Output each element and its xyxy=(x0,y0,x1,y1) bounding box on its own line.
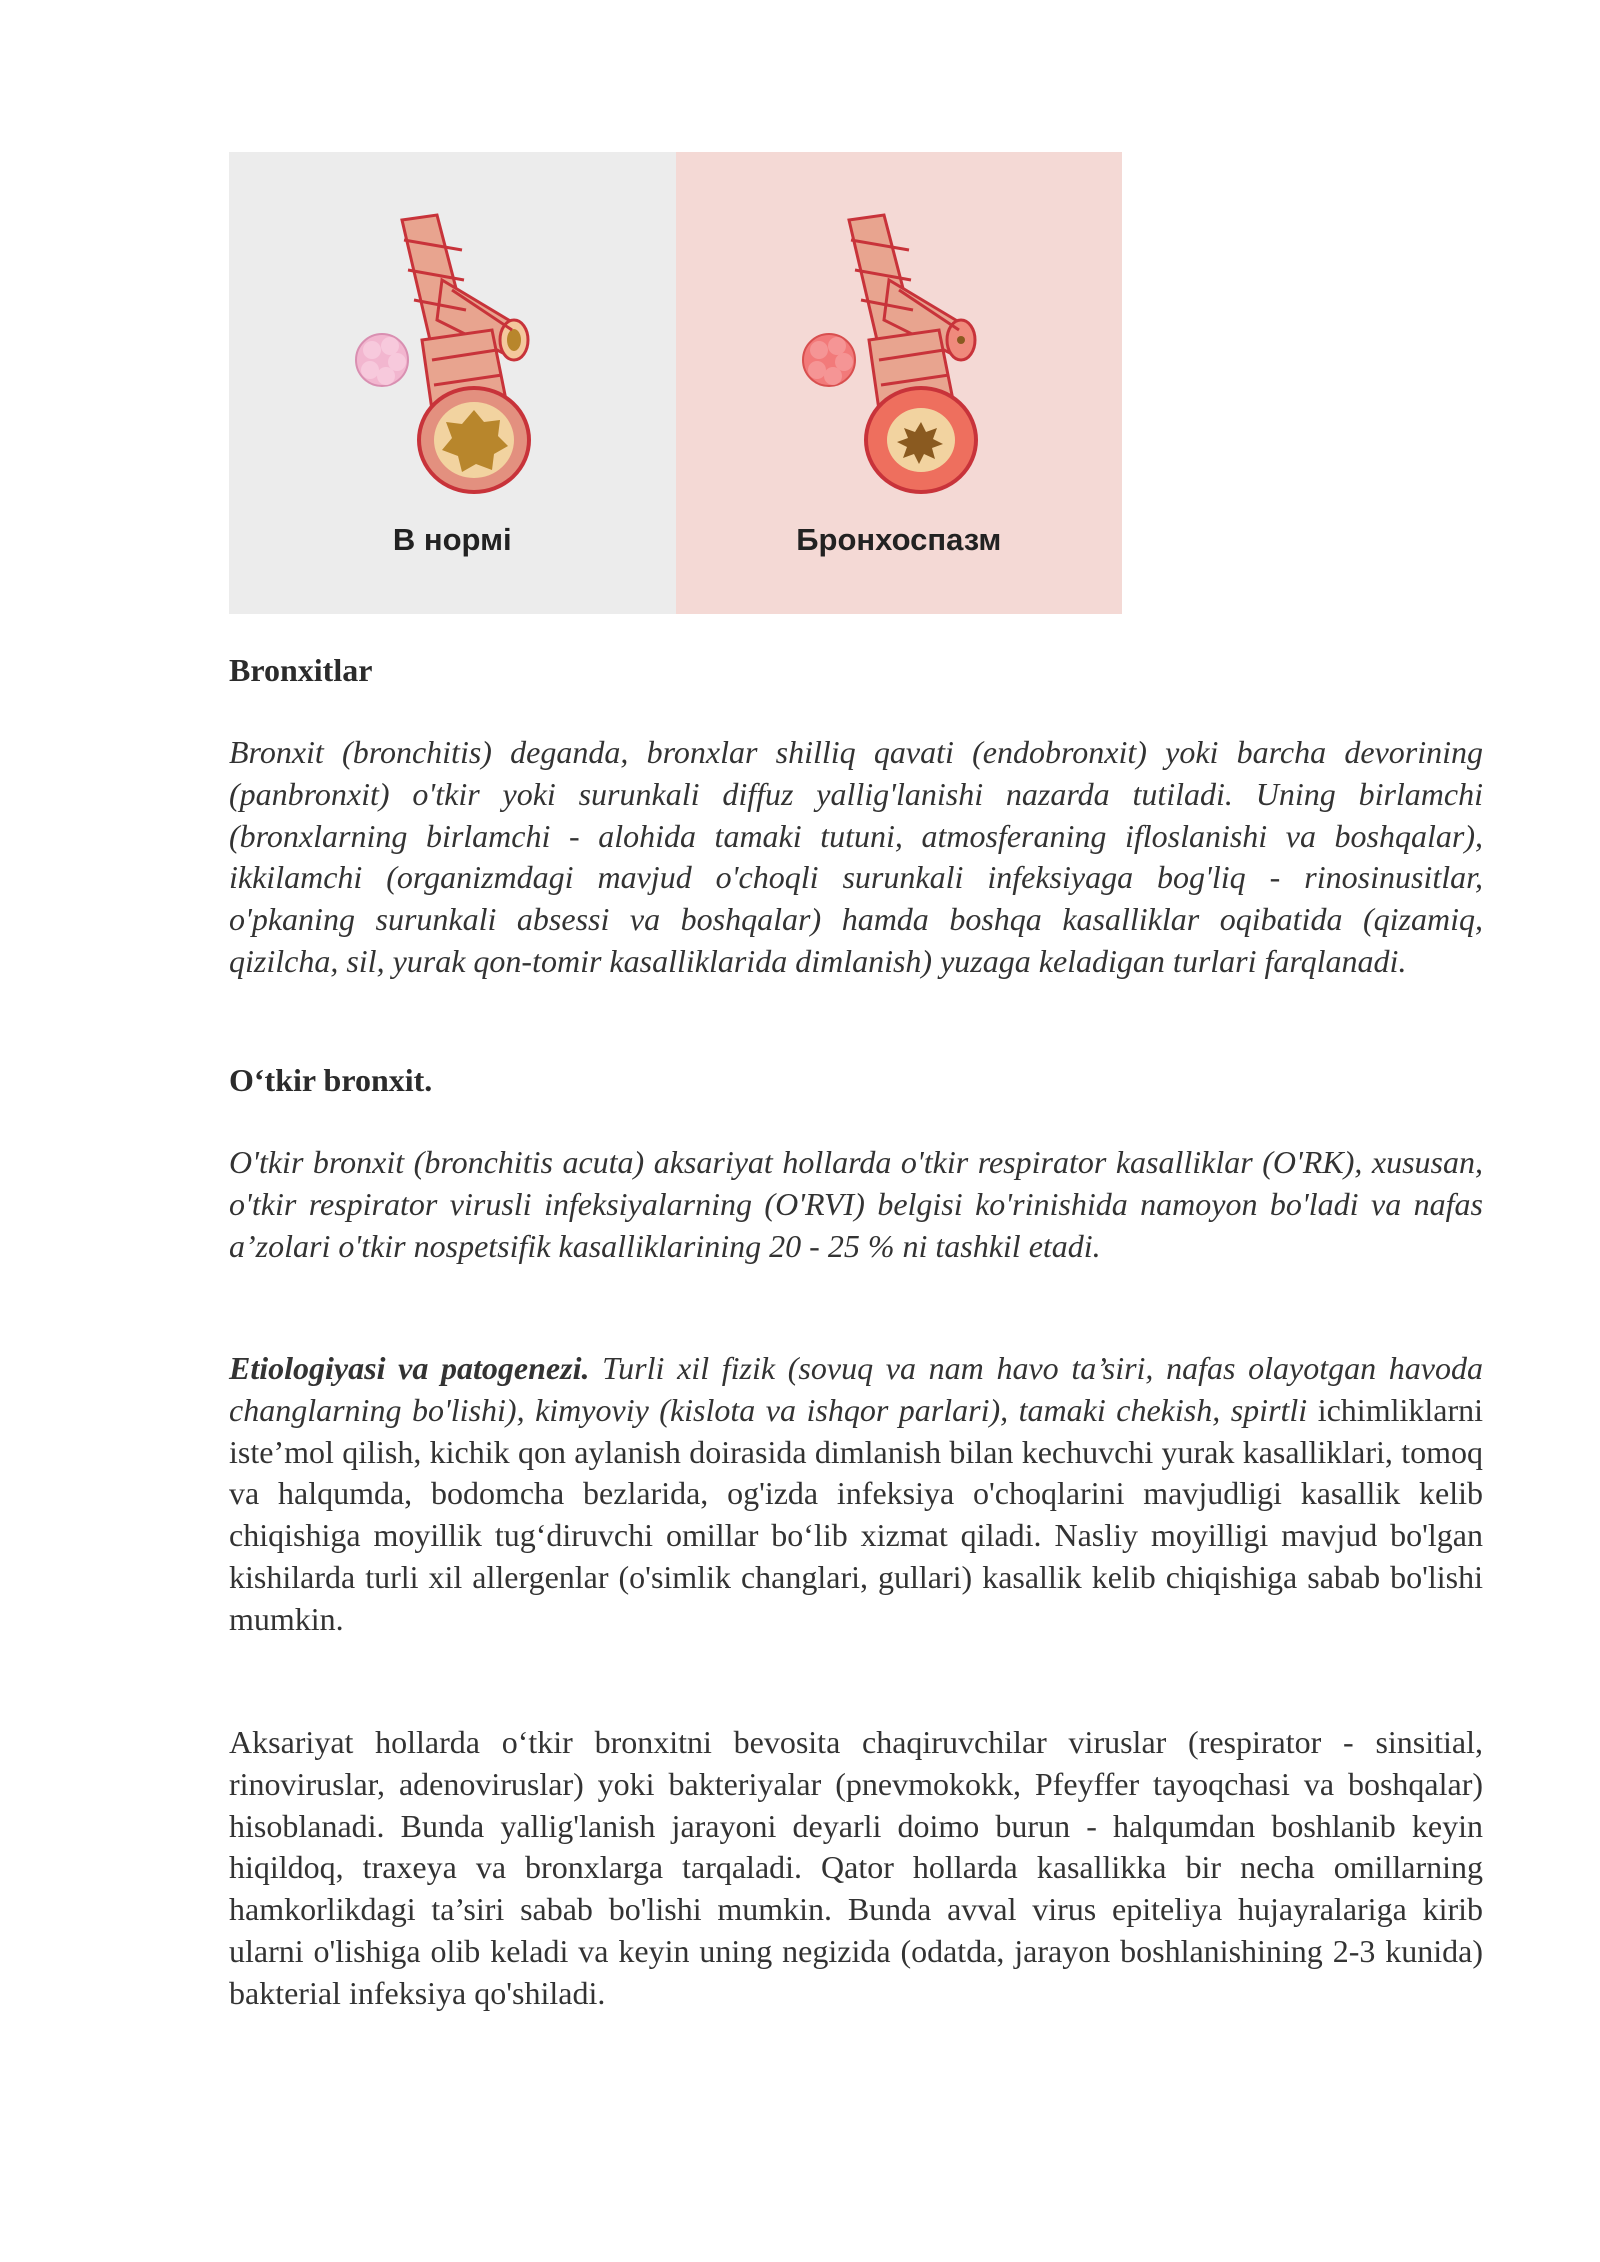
etiology-paragraph xyxy=(229,1348,1483,1641)
normal-bronchus-icon xyxy=(342,210,562,510)
normal-caption: В нормі xyxy=(392,522,512,557)
acute-bronchitis-paragraph: O'tkir bronxit (bronchitis acuta) aksariyat hollarda o'tkir respirator kasalliklar (O'RK), xususan, o'tkir respirator virusli infeksiyalarning (O'RVI) belgisi ko'rinishida namoyon bo'ladi va nafas a’zolari o'tkir nospetsifik kasalliklarining 20 - 25 % ni tashkil etadi. xyxy=(229,1144,1483,1264)
intro-paragraph: Bronxit (bronchitis) deganda, bronxlar shilliq qavati (endobronxit) yoki barcha devorining (panbronxit) o'tkir yoki surunkali diffuz yallig'lanishi nazarda tutiladi. Uning birlamchi (bronxlarning birlamchi - alohida tamaki tutuni, atmosferaning ifloslanishi va boshqalar), ikkilamchi (organizmdagi mavjud o'choqli surunkali infeksiyaga bog'liq - rinosinusitlar, o'pkaning surunkali absessi va boshqalar) hamda boshqa kasalliklar oqibatida (qizamiq, qizilcha, sil, yurak qon-tomir kasalliklarida dimlanish) yuzaga keladigan turlari farqlanadi. xyxy=(229,734,1483,979)
subsection-title: O‘tkir bronxit. xyxy=(229,1062,433,1098)
normal-airway-panel xyxy=(229,152,676,614)
pathogen-paragraph: Aksariyat hollarda o‘tkir bronxitni bevosita chaqiruvchilar viruslar (respirator - sinsitial, rinoviruslar, adenoviruslar) yoki bakteriyalar (pnevmokokk, Pfeyffer tayoqchasi va boshqalar) hisoblanadi. Bunda yallig'lanish jarayoni deyarli doimo burun - halqumdan boshlanib keyin hiqildoq, traxeya va bronxlarga tarqaladi. Qator hollarda kasallikka bir necha omillarning hamkorlikdagi ta’siri sabab bo'lishi mumkin. Bunda avval virus epiteliya hujayralariga kirib ularni o'lishiga olib keladi va keyin uning negizida (odatda, jarayon boshlanishining 2-3 kunida) bakterial infeksiya qo'shiladi. xyxy=(229,1724,1483,2011)
section-title: Bronxitlar xyxy=(229,652,373,688)
bronchospasm-caption: Бронхоспазм xyxy=(796,522,1002,557)
etiology-italic-text: Turli xil fizik (sovuq va nam havo ta’siri, nafas olayotgan havoda changlarning bo'lishi), kimyoviy (kislota va ishqor parlari), tamaki chekish, spirtli xyxy=(229,1350,1484,1428)
etiology-label: Etiologiyasi va patogenezi. xyxy=(229,1350,590,1386)
bronchi-illustration xyxy=(229,152,1122,614)
etiology-regular-text: ichimliklarni iste’mol qilish, kichik qon aylanish doirasida dimlanish bilan kechuvchi yurak kasalliklari, tomoq va halqumda, bodomcha bezlarida, og'izda infeksiya o'choqlarini mavjudligi kasallik kelib chiqishiga moyillik tug‘diruvchi omillar bo‘lib xizmat qiladi. Nasliy moyilligi mavjud bo'lgan kishilarda turli xil allergenlar (o'simlik changlari, gullari) kasallik kelib chiqishiga sabab bo'lishi mumkin. xyxy=(229,1391,1484,1637)
constricted-bronchus-icon xyxy=(789,210,1009,510)
bronchospasm-panel xyxy=(676,152,1123,614)
